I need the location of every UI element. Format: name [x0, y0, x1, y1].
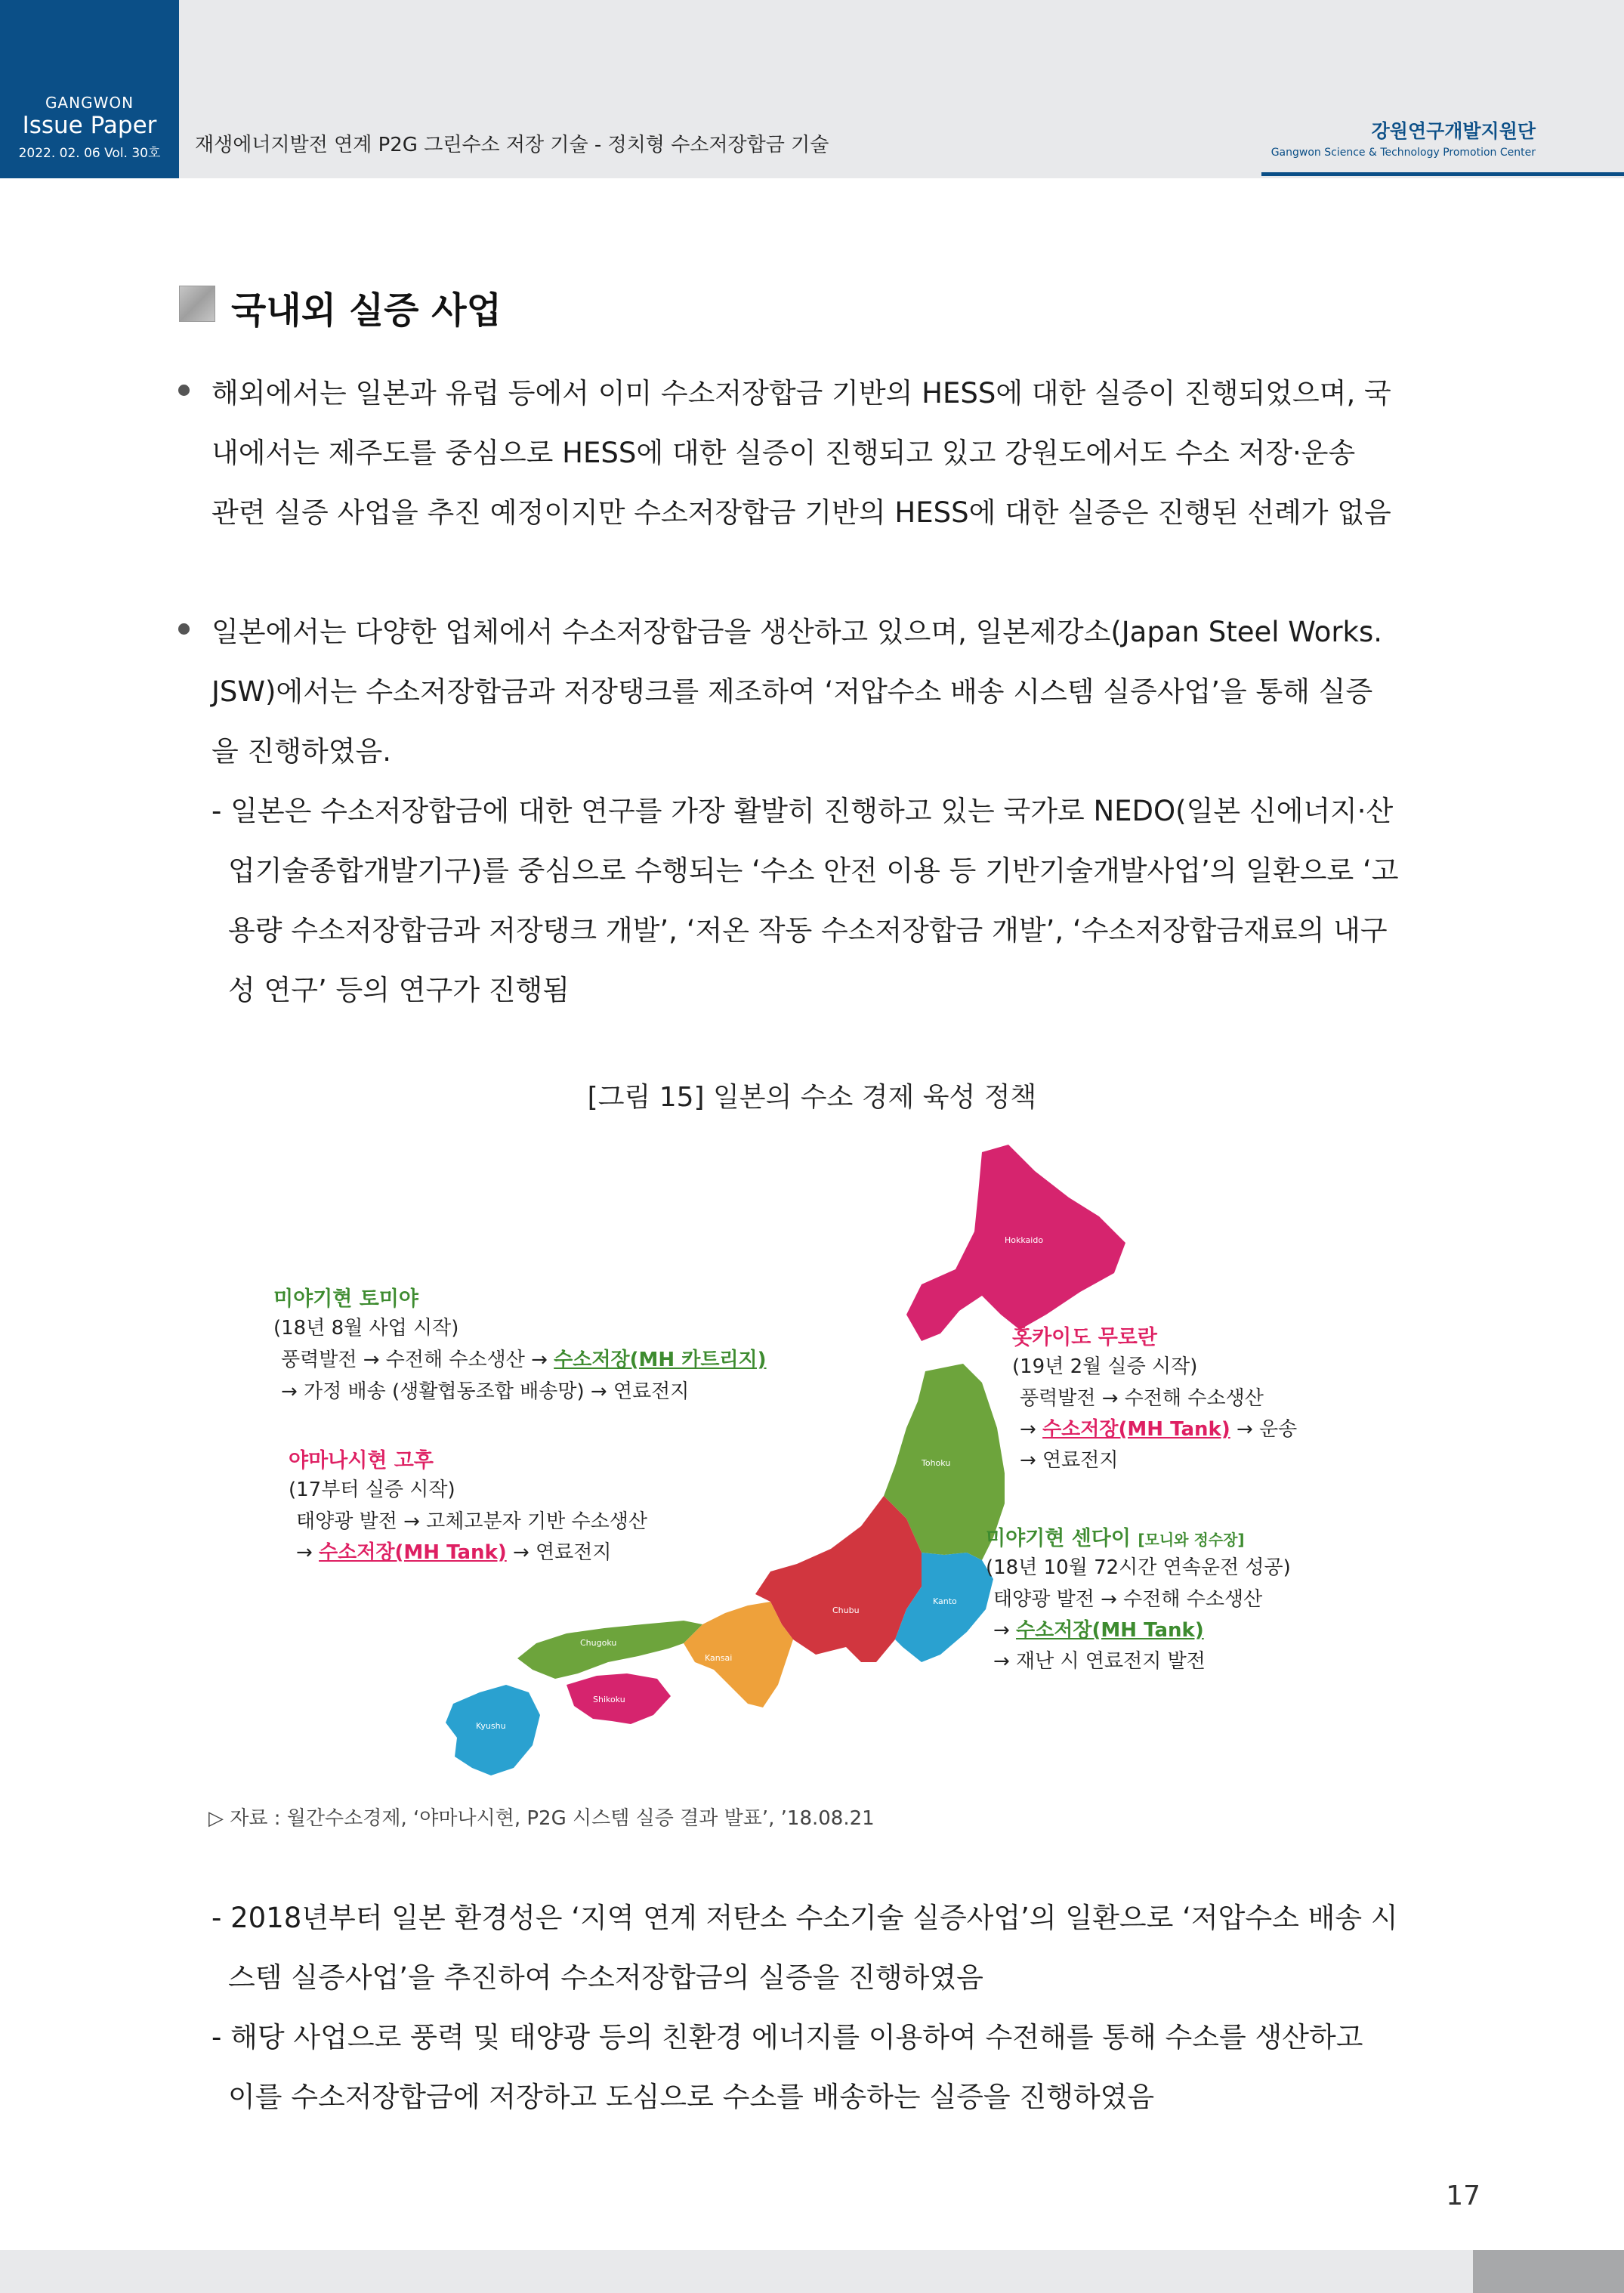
region-label-chubu: Chubu [832, 1605, 860, 1615]
bullet-icon [178, 623, 190, 635]
bullet-icon [178, 385, 190, 396]
organization-name-korean: 강원연구개발지원단 [1371, 120, 1536, 142]
header-accent-line [1261, 172, 1624, 176]
annotation-muroran-fuelcell: → 연료전지 [1020, 1449, 1119, 1472]
region-label-shikoku: Shikoku [593, 1695, 625, 1704]
annotation-sendai-note: [모니와 정수장] [1138, 1531, 1245, 1549]
page-header [0, 0, 1624, 178]
annotation-sendai-storage: 수소저장(MH Tank) [1016, 1619, 1204, 1642]
map-region-chugoku [517, 1621, 702, 1679]
sub-item-line: 이를 수소저장합금에 저장하고 도심으로 수소를 배송하는 실증을 진행하였음 [228, 2081, 1155, 2113]
brand-region-label: GANGWON [45, 94, 134, 112]
annotation-sendai-title: 미야기현 센다이 [모니와 정수장] [986, 1527, 1245, 1550]
paragraph-line: 관련 실증 사업을 추진 예정이지만 수소저장합금 기반의 HESS에 대한 실증은 진행된 선례가 없음 [211, 496, 1391, 529]
region-label-kansai: Kansai [705, 1653, 733, 1663]
annotation-kofu-date: (17부터 실증 시작) [289, 1479, 455, 1501]
annotation-muroran-date: (19년 2월 실증 시작) [1012, 1355, 1198, 1378]
sub-item-line: 성 연구’ 등의 연구가 진행됨 [228, 974, 570, 1006]
sub-item-line: - 일본은 수소저장합금에 대한 연구를 가장 활발히 진행하고 있는 국가로 NEDO(일본 신에너지·산 [211, 795, 1394, 827]
sub-item-line: 업기술종합개발기구)를 중심으로 수행되는 ‘수소 안전 이용 등 기반기술개발사업’의 일환으로 ‘고 [228, 854, 1399, 887]
annotation-muroran-storage: 수소저장(MH Tank) [1042, 1418, 1230, 1441]
figure-source: ▷ 자료 : 월간수소경제, ‘야마나시현, P2G 시스템 실증 결과 발표’, ’18.08.21 [208, 1807, 875, 1830]
figure-caption: [그림 15] 일본의 수소 경제 육성 정책 [587, 1082, 1037, 1113]
page-number: 17 [1446, 2180, 1480, 2211]
annotation-kofu-process: 태양광 발전 → 고체고분자 기반 수소생산 [296, 1510, 647, 1533]
sub-item-line: - 해당 사업으로 풍력 및 태양광 등의 친환경 에너지를 이용하여 수전해를 통해 수소를 생산하고 [211, 2021, 1363, 2054]
annotation-sendai-storage-line: → 수소저장(MH Tank) [993, 1619, 1204, 1642]
paragraph-line: 일본에서는 다양한 업체에서 수소저장합금을 생산하고 있으며, 일본제강소(Japan Steel Works. [211, 616, 1383, 648]
paragraph-line: 내에서는 제주도를 중심으로 HESS에 대한 실증이 진행되고 있고 강원도에서도 수소 저장·운송 [211, 437, 1356, 469]
paragraph-line: JSW)에서는 수소저장합금과 저장탱크를 제조하여 ‘저압수소 배송 시스템 실증사업’을 통해 실증 [211, 675, 1373, 708]
issue-info: 2022. 02. 06 Vol. 30호 [18, 146, 161, 161]
annotation-muroran-storage-line: → 수소저장(MH Tank) → 운송 [1020, 1418, 1298, 1441]
annotation-muroran-process: 풍력발전 → 수전해 수소생산 [1020, 1387, 1264, 1410]
sub-item-line: 용량 수소저장합금과 저장탱크 개발’, ‘저온 작동 수소저장합금 개발’, ‘수소저장합금재료의 내구 [228, 914, 1388, 947]
annotation-kofu-storage: 수소저장(MH Tank) [319, 1541, 507, 1564]
brand-publication-title: Issue Paper [22, 112, 157, 139]
organization-name-english: Gangwon Science & Technology Promotion Center [1270, 147, 1536, 159]
region-label-tohoku: Tohoku [922, 1458, 951, 1468]
annotation-tomiya-title: 미야기현 토미야 [273, 1287, 418, 1311]
annotation-sendai-disaster: → 재난 시 연료전지 발전 [993, 1650, 1206, 1673]
annotation-muroran-title: 홋카이도 무로란 [1012, 1326, 1157, 1349]
section-title: 국내외 실증 사업 [231, 289, 502, 332]
paragraph-line: 해외에서는 일본과 유럽 등에서 이미 수소저장합금 기반의 HESS에 대한 실증이 진행되었으며, 국 [211, 377, 1391, 409]
annotation-kofu-title: 야마나시현 고후 [289, 1449, 434, 1473]
annotation-tomiya-date: (18년 8월 사업 시작) [273, 1317, 459, 1340]
map-region-kansai [684, 1602, 793, 1707]
footer-accent-block [1473, 2250, 1624, 2293]
annotation-tomiya-delivery: → 가정 배송 (생활협동조합 배송망) → 연료전지 [281, 1380, 690, 1403]
annotation-sendai-process: 태양광 발전 → 수전해 수소생산 [993, 1588, 1263, 1611]
sub-item-line: 스템 실증사업’을 추진하여 수소저장합금의 실증을 진행하였음 [228, 1961, 983, 1994]
footer-bar [0, 2250, 1473, 2293]
paragraph-line: 을 진행하였음. [211, 735, 391, 768]
annotation-kofu-storage-line: → 수소저장(MH Tank) → 연료전지 [296, 1541, 612, 1564]
sub-item-line: - 2018년부터 일본 환경성은 ‘지역 연계 저탄소 수소기술 실증사업’의 일환으로 ‘저압수소 배송 시 [211, 1902, 1398, 1934]
region-label-kyushu: Kyushu [476, 1721, 506, 1731]
region-label-chugoku: Chugoku [580, 1638, 617, 1648]
annotation-tomiya-process: 풍력발전 → 수전해 수소생산 → 수소저장(MH 카트리지) [281, 1349, 767, 1371]
region-label-hokkaido: Hokkaido [1005, 1235, 1044, 1245]
section-square-icon [179, 286, 215, 322]
document-title: 재생에너지발전 연계 P2G 그린수소 저장 기술 - 정치형 수소저장합금 기술 [195, 134, 829, 156]
annotation-sendai-date: (18년 10월 72시간 연속운전 성공) [986, 1556, 1291, 1579]
region-label-kanto: Kanto [933, 1596, 957, 1606]
publication-brand-block [0, 0, 179, 178]
annotation-tomiya-storage: 수소저장(MH 카트리지) [554, 1349, 767, 1371]
